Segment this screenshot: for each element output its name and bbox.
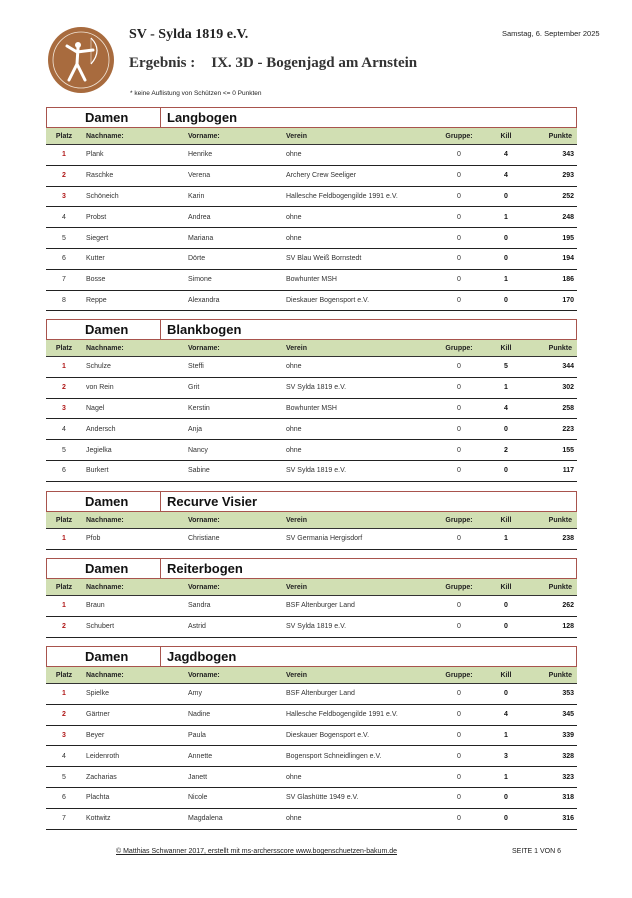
column-header-verein: Verein — [286, 344, 308, 352]
cell-nachname: Schöneich — [86, 192, 119, 200]
cell-punkte: 293 — [562, 172, 574, 180]
cell-verein: ohne — [286, 773, 302, 781]
cell-verein: ohne — [286, 815, 302, 823]
table-row — [46, 726, 577, 747]
cell-verein: ohne — [286, 213, 302, 221]
column-header-punkte: Punkte — [548, 516, 572, 524]
cell-gruppe: 0 — [457, 535, 461, 543]
column-header-punkte: Punkte — [548, 132, 572, 140]
cell-kill: 4 — [504, 151, 508, 159]
cell-gruppe: 0 — [457, 752, 461, 760]
cell-gruppe: 0 — [457, 276, 461, 284]
cell-nachname: Braun — [86, 602, 105, 610]
cell-vorname: Henrike — [188, 151, 213, 159]
cell-nachname: Spielke — [86, 690, 109, 698]
cell-kill: 0 — [504, 602, 508, 610]
table-row — [46, 461, 577, 482]
cell-kill: 1 — [504, 276, 508, 284]
cell-nachname: Schulze — [86, 363, 111, 371]
table-row — [46, 809, 577, 830]
column-header-gruppe: Gruppe: — [445, 132, 473, 140]
cell-vorname: Annette — [188, 752, 213, 760]
column-header-gruppe: Gruppe: — [445, 583, 473, 591]
cell-kill: 1 — [504, 384, 508, 392]
cell-kill: 0 — [504, 623, 508, 631]
table-row — [46, 617, 577, 638]
cell-platz: 4 — [62, 425, 66, 433]
cell-verein: Hallesche Feldbogengilde 1991 e.V. — [286, 192, 398, 200]
cell-punkte: 262 — [562, 602, 574, 610]
cell-gruppe: 0 — [457, 404, 461, 412]
cell-vorname: Nicole — [188, 794, 208, 802]
cell-gruppe: 0 — [457, 623, 461, 631]
cell-vorname: Astrid — [188, 623, 206, 631]
cell-punkte: 170 — [562, 296, 574, 304]
cell-platz: 7 — [62, 815, 66, 823]
cell-verein: SV Sylda 1819 e.V. — [286, 623, 347, 631]
table-row — [46, 187, 577, 208]
results-section — [46, 491, 577, 550]
cell-punkte: 318 — [562, 794, 574, 802]
page-title — [129, 55, 417, 72]
cell-kill: 1 — [504, 773, 508, 781]
cell-platz: 3 — [62, 731, 66, 739]
column-header-verein: Verein — [286, 671, 308, 679]
cell-vorname: Christiane — [188, 535, 220, 543]
cell-kill: 0 — [504, 794, 508, 802]
column-header-punkte: Punkte — [548, 671, 572, 679]
results-section — [46, 319, 577, 482]
section-gender: Damen — [47, 492, 161, 511]
cell-platz: 1 — [62, 363, 66, 371]
cell-verein: SV Sylda 1819 e.V. — [286, 467, 347, 475]
table-row — [46, 529, 577, 550]
cell-gruppe: 0 — [457, 815, 461, 823]
cell-verein: ohne — [286, 151, 302, 159]
section-class: Langbogen — [167, 110, 238, 125]
section-gender: Damen — [47, 108, 161, 127]
section-header — [46, 491, 577, 512]
cell-platz: 2 — [62, 711, 66, 719]
cell-gruppe: 0 — [457, 296, 461, 304]
cell-platz: 3 — [62, 192, 66, 200]
column-header-kill: Kill — [500, 583, 512, 591]
cell-kill: 0 — [504, 192, 508, 200]
cell-vorname: Sabine — [188, 467, 210, 475]
table-row — [46, 228, 577, 249]
archer-logo-icon — [47, 26, 115, 94]
cell-platz: 5 — [62, 773, 66, 781]
cell-nachname: Plachta — [86, 794, 110, 802]
cell-punkte: 316 — [562, 815, 574, 823]
cell-gruppe: 0 — [457, 425, 461, 433]
column-header-verein: Verein — [286, 132, 308, 140]
cell-verein: ohne — [286, 446, 302, 454]
cell-kill: 0 — [504, 296, 508, 304]
cell-punkte: 128 — [562, 623, 574, 631]
cell-verein: Dieskauer Bogensport e.V. — [286, 296, 370, 304]
cell-kill: 0 — [504, 425, 508, 433]
column-header-platz: Platz — [55, 583, 73, 591]
column-header-kill: Kill — [500, 671, 512, 679]
section-class: Reiterbogen — [167, 561, 243, 576]
column-header-gruppe: Gruppe: — [445, 671, 473, 679]
cell-platz: 2 — [62, 172, 66, 180]
column-header-platz: Platz — [55, 344, 73, 352]
column-header-row — [46, 128, 577, 145]
cell-vorname: Simone — [188, 276, 212, 284]
column-header-punkte: Punkte — [548, 344, 572, 352]
cell-platz: 1 — [62, 151, 66, 159]
cell-vorname: Andrea — [188, 213, 211, 221]
column-header-nachname: Nachname: — [86, 344, 124, 352]
cell-gruppe: 0 — [457, 213, 461, 221]
cell-gruppe: 0 — [457, 602, 461, 610]
cell-kill: 4 — [504, 404, 508, 412]
column-header-verein: Verein — [286, 583, 308, 591]
section-gender: Damen — [47, 320, 161, 339]
cell-verein: BSF Altenburger Land — [286, 602, 355, 610]
column-header-nachname: Nachname: — [86, 132, 124, 140]
cell-kill: 4 — [504, 172, 508, 180]
cell-verein: Dieskauer Bogensport e.V. — [286, 731, 370, 739]
club-name: SV - Sylda 1819 e.V. — [129, 27, 249, 42]
column-header-kill: Kill — [500, 516, 512, 524]
column-header-gruppe: Gruppe: — [445, 344, 473, 352]
cell-nachname: Beyer — [86, 731, 105, 739]
cell-gruppe: 0 — [457, 234, 461, 242]
cell-vorname: Anja — [188, 425, 203, 433]
section-class: Recurve Visier — [167, 494, 258, 509]
cell-nachname: Burkert — [86, 467, 109, 475]
table-row — [46, 270, 577, 291]
cell-nachname: Kutter — [86, 255, 105, 263]
cell-punkte: 344 — [562, 363, 574, 371]
cell-punkte: 194 — [562, 255, 574, 263]
column-header-nachname: Nachname: — [86, 671, 124, 679]
table-row — [46, 684, 577, 705]
cell-gruppe: 0 — [457, 192, 461, 200]
cell-punkte: 328 — [562, 752, 574, 760]
table-row — [46, 357, 577, 378]
cell-nachname: Andersch — [86, 425, 116, 433]
page-number: SEITE 1 VON 6 — [512, 848, 562, 855]
column-header-platz: Platz — [55, 516, 73, 524]
cell-platz: 4 — [62, 213, 66, 221]
table-row — [46, 249, 577, 270]
cell-vorname: Grit — [188, 384, 200, 392]
cell-nachname: Siegert — [86, 234, 109, 242]
column-header-row — [46, 512, 577, 529]
cell-kill: 4 — [504, 711, 508, 719]
cell-gruppe: 0 — [457, 363, 461, 371]
column-header-nachname: Nachname: — [86, 583, 124, 591]
cell-verein: Bowhunter MSH — [286, 404, 337, 412]
cell-kill: 1 — [504, 535, 508, 543]
section-header — [46, 558, 577, 579]
cell-platz: 6 — [62, 794, 66, 802]
cell-vorname: Sandra — [188, 602, 211, 610]
section-class: Jagdbogen — [167, 649, 237, 664]
cell-gruppe: 0 — [457, 731, 461, 739]
cell-platz: 5 — [62, 446, 66, 454]
table-row — [46, 166, 577, 187]
cell-punkte: 345 — [562, 711, 574, 719]
footer-credit[interactable]: © Matthias Schwanner 2017, erstellt mit ms-archersscore www.bogenschuetzen-bakum.de — [116, 848, 398, 855]
column-header-vorname: Vorname: — [188, 671, 220, 679]
cell-verein: SV Germania Hergisdorf — [286, 535, 363, 543]
table-row — [46, 440, 577, 461]
column-header-nachname: Nachname: — [86, 516, 124, 524]
results-section — [46, 646, 577, 830]
cell-nachname: Schubert — [86, 623, 115, 631]
cell-nachname: Zacharias — [86, 773, 117, 781]
cell-kill: 0 — [504, 690, 508, 698]
cell-verein: Bowhunter MSH — [286, 276, 337, 284]
column-header-row — [46, 667, 577, 684]
cell-nachname: Raschke — [86, 172, 114, 180]
table-row — [46, 767, 577, 788]
cell-punkte: 195 — [562, 234, 574, 242]
cell-nachname: Pfob — [86, 535, 101, 543]
cell-punkte: 353 — [562, 690, 574, 698]
table-row — [46, 419, 577, 440]
cell-gruppe: 0 — [457, 172, 461, 180]
cell-platz: 3 — [62, 404, 66, 412]
cell-verein: BSF Altenburger Land — [286, 690, 355, 698]
column-header-verein: Verein — [286, 516, 308, 524]
cell-punkte: 186 — [562, 276, 574, 284]
cell-nachname: Leidenroth — [86, 752, 120, 760]
column-header-platz: Platz — [55, 132, 73, 140]
event-name: IX. 3D - Bogenjagd am Arnstein — [211, 55, 418, 71]
column-header-row — [46, 579, 577, 596]
cell-vorname: Steffi — [188, 363, 204, 371]
cell-nachname: Nagel — [86, 404, 105, 412]
cell-kill: 2 — [504, 446, 508, 454]
cell-gruppe: 0 — [457, 384, 461, 392]
table-row — [46, 207, 577, 228]
cell-nachname: Plank — [86, 151, 104, 159]
column-header-vorname: Vorname: — [188, 344, 220, 352]
table-row — [46, 378, 577, 399]
cell-vorname: Karin — [188, 192, 205, 200]
cell-punkte: 155 — [562, 446, 574, 454]
cell-vorname: Verena — [188, 172, 211, 180]
table-row — [46, 291, 577, 312]
table-row — [46, 399, 577, 420]
cell-kill: 0 — [504, 255, 508, 263]
column-header-kill: Kill — [500, 344, 512, 352]
cell-punkte: 223 — [562, 425, 574, 433]
section-gender: Damen — [47, 647, 161, 666]
cell-gruppe: 0 — [457, 773, 461, 781]
column-header-gruppe: Gruppe: — [445, 516, 473, 524]
table-row — [46, 788, 577, 809]
cell-vorname: Amy — [188, 690, 202, 698]
cell-verein: Hallesche Feldbogengilde 1991 e.V. — [286, 711, 398, 719]
column-header-vorname: Vorname: — [188, 583, 220, 591]
cell-vorname: Paula — [188, 731, 206, 739]
cell-vorname: Magdalena — [188, 815, 223, 823]
cell-kill: 0 — [504, 234, 508, 242]
cell-platz: 1 — [62, 690, 66, 698]
cell-punkte: 258 — [562, 404, 574, 412]
cell-vorname: Nadine — [188, 711, 211, 719]
table-row — [46, 746, 577, 767]
event-date: Samstag, 6. September 2025 — [502, 29, 600, 38]
cell-verein: SV Blau Weiß Bornstedt — [286, 255, 362, 263]
cell-gruppe: 0 — [457, 690, 461, 698]
column-header-platz: Platz — [55, 671, 73, 679]
cell-verein: ohne — [286, 363, 302, 371]
cell-punkte: 302 — [562, 384, 574, 392]
cell-nachname: Gärtner — [86, 711, 110, 719]
column-header-row — [46, 340, 577, 357]
section-gender: Damen — [47, 559, 161, 578]
section-header — [46, 107, 577, 128]
cell-platz: 7 — [62, 276, 66, 284]
cell-platz: 2 — [62, 623, 66, 631]
table-row — [46, 596, 577, 617]
cell-gruppe: 0 — [457, 467, 461, 475]
cell-verein: Archery Crew Seeliger — [286, 172, 357, 180]
cell-verein: SV Glashütte 1949 e.V. — [286, 794, 359, 802]
cell-verein: SV Sylda 1819 e.V. — [286, 384, 347, 392]
table-row — [46, 145, 577, 166]
cell-kill: 5 — [504, 363, 508, 371]
cell-verein: Bogensport Schneidlingen e.V. — [286, 752, 382, 760]
cell-platz: 2 — [62, 384, 66, 392]
results-section — [46, 558, 577, 638]
cell-punkte: 339 — [562, 731, 574, 739]
cell-nachname: von Rein — [86, 384, 114, 392]
cell-punkte: 343 — [562, 151, 574, 159]
cell-nachname: Kottwitz — [86, 815, 111, 823]
cell-vorname: Janett — [188, 773, 208, 781]
cell-vorname: Dörte — [188, 255, 206, 263]
cell-gruppe: 0 — [457, 446, 461, 454]
results-section — [46, 107, 577, 311]
cell-punkte: 248 — [562, 213, 574, 221]
cell-nachname: Bosse — [86, 276, 106, 284]
cell-platz: 5 — [62, 234, 66, 242]
cell-platz: 4 — [62, 752, 66, 760]
cell-platz: 1 — [62, 602, 66, 610]
cell-gruppe: 0 — [457, 711, 461, 719]
cell-gruppe: 0 — [457, 255, 461, 263]
cell-punkte: 323 — [562, 773, 574, 781]
column-header-punkte: Punkte — [548, 583, 572, 591]
cell-kill: 0 — [504, 467, 508, 475]
cell-vorname: Mariana — [188, 234, 214, 242]
cell-punkte: 117 — [562, 467, 574, 475]
section-header — [46, 319, 577, 340]
cell-nachname: Probst — [86, 213, 107, 221]
cell-kill: 0 — [504, 815, 508, 823]
cell-vorname: Nancy — [188, 446, 208, 454]
cell-punkte: 238 — [562, 535, 574, 543]
cell-verein: ohne — [286, 234, 302, 242]
column-header-kill: Kill — [500, 132, 512, 140]
column-header-vorname: Vorname: — [188, 132, 220, 140]
cell-kill: 3 — [504, 752, 508, 760]
cell-nachname: Reppe — [86, 296, 107, 304]
note: * keine Auflistung von Schützen <= 0 Punkten — [130, 90, 262, 97]
table-row — [46, 705, 577, 726]
cell-platz: 1 — [62, 535, 66, 543]
column-header-vorname: Vorname: — [188, 516, 220, 524]
cell-nachname: Jegielka — [86, 446, 112, 454]
cell-gruppe: 0 — [457, 794, 461, 802]
section-header — [46, 646, 577, 667]
cell-gruppe: 0 — [457, 151, 461, 159]
cell-platz: 6 — [62, 255, 66, 263]
section-class: Blankbogen — [167, 322, 242, 337]
cell-vorname: Kerstin — [188, 404, 210, 412]
cell-platz: 8 — [62, 296, 66, 304]
cell-punkte: 252 — [562, 192, 574, 200]
cell-kill: 1 — [504, 213, 508, 221]
cell-platz: 6 — [62, 467, 66, 475]
cell-verein: ohne — [286, 425, 302, 433]
cell-vorname: Alexandra — [188, 296, 220, 304]
title-label: Ergebnis : — [129, 55, 196, 71]
cell-kill: 1 — [504, 731, 508, 739]
